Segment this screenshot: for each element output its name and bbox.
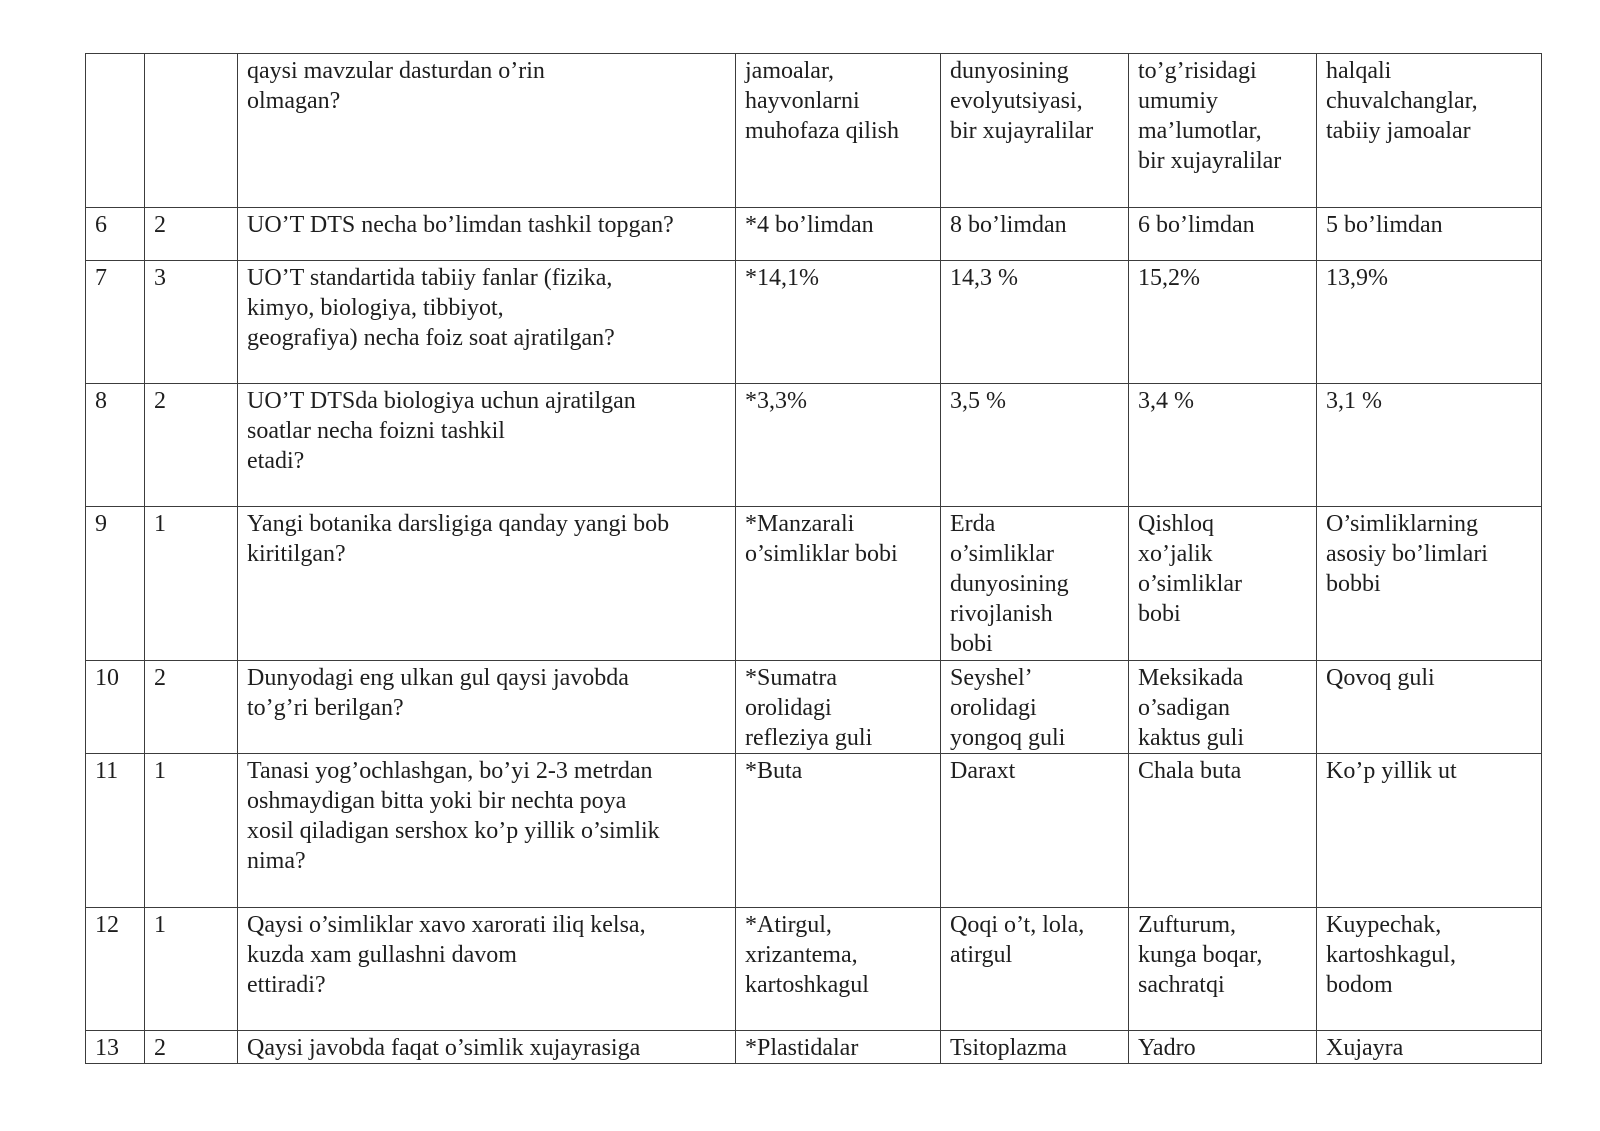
table-row bbox=[86, 261, 1542, 384]
answer-option-b: Daraxt bbox=[941, 754, 1129, 908]
question-text: Dunyodagi eng ulkan gul qaysi javobda to’g’ri berilgan? bbox=[238, 661, 736, 754]
answer-option-c: Yadro bbox=[1129, 1031, 1317, 1064]
difficulty-level: 1 bbox=[145, 754, 238, 908]
table-row bbox=[86, 661, 1542, 754]
difficulty-level: 2 bbox=[145, 208, 238, 261]
question-text: Qaysi o’simliklar xavo xarorati iliq kelsa, kuzda xam gullashni davom ettiradi? bbox=[238, 908, 736, 1031]
question-text: Tanasi yog’ochlashgan, bo’yi 2-3 metrdan oshmaydigan bitta yoki bir nechta poya xosil qiladigan sershox ko’p yillik o’simlik nima? bbox=[238, 754, 736, 908]
question-number: 7 bbox=[86, 261, 145, 384]
table-row bbox=[86, 908, 1542, 1031]
difficulty-level: 1 bbox=[145, 507, 238, 661]
answer-correct: *Manzarali o’simliklar bobi bbox=[736, 507, 941, 661]
answer-option-b: Tsitoplazma bbox=[941, 1031, 1129, 1064]
answer-option-d: Qovoq guli bbox=[1317, 661, 1542, 754]
question-number: 10 bbox=[86, 661, 145, 754]
answer-option-b: Seyshel’ orolidagi yongoq guli bbox=[941, 661, 1129, 754]
question-number: 13 bbox=[86, 1031, 145, 1064]
answer-correct: *Sumatra orolidagi refleziya guli bbox=[736, 661, 941, 754]
answer-option-d: Xujayra bbox=[1317, 1031, 1542, 1064]
answer-correct: *3,3% bbox=[736, 384, 941, 507]
answer-option-d: 5 bo’limdan bbox=[1317, 208, 1542, 261]
question-number: 6 bbox=[86, 208, 145, 261]
table-row bbox=[86, 754, 1542, 908]
answer-option-c: to’g’risidagi umumiy ma’lumotlar, bir xujayralilar bbox=[1129, 54, 1317, 208]
answer-option-b: 3,5 % bbox=[941, 384, 1129, 507]
answer-option-b: dunyosining evolyutsiyasi, bir xujayralilar bbox=[941, 54, 1129, 208]
answer-option-d: halqali chuvalchanglar, tabiiy jamoalar bbox=[1317, 54, 1542, 208]
question-text: Qaysi javobda faqat o’simlik xujayrasiga bbox=[238, 1031, 736, 1064]
question-text: UO’T DTS necha bo’limdan tashkil topgan? bbox=[238, 208, 736, 261]
answer-correct: *Atirgul, xrizantema, kartoshkagul bbox=[736, 908, 941, 1031]
question-text: UO’T standartida tabiiy fanlar (fizika, kimyo, biologiya, tibbiyot, geografiya) necha foiz soat ajratilgan? bbox=[238, 261, 736, 384]
table-row bbox=[86, 54, 1542, 208]
question-number: 12 bbox=[86, 908, 145, 1031]
question-number: 9 bbox=[86, 507, 145, 661]
difficulty-level: 2 bbox=[145, 1031, 238, 1064]
answer-option-c: Chala buta bbox=[1129, 754, 1317, 908]
table-row bbox=[86, 208, 1542, 261]
answer-option-b: 14,3 % bbox=[941, 261, 1129, 384]
question-text: UO’T DTSda biologiya uchun ajratilgan soatlar necha foizni tashkil etadi? bbox=[238, 384, 736, 507]
answer-option-c: 6 bo’limdan bbox=[1129, 208, 1317, 261]
quiz-table bbox=[85, 53, 1542, 1064]
difficulty-level: 2 bbox=[145, 384, 238, 507]
answer-option-d: 13,9% bbox=[1317, 261, 1542, 384]
question-text: qaysi mavzular dasturdan o’rin olmagan? bbox=[238, 54, 736, 208]
answer-option-c: 3,4 % bbox=[1129, 384, 1317, 507]
answer-correct: jamoalar, hayvonlarni muhofaza qilish bbox=[736, 54, 941, 208]
answer-option-d: Kuypechak, kartoshkagul, bodom bbox=[1317, 908, 1542, 1031]
answer-option-b: 8 bo’limdan bbox=[941, 208, 1129, 261]
table-row bbox=[86, 384, 1542, 507]
answer-option-b: Qoqi o’t, lola, atirgul bbox=[941, 908, 1129, 1031]
answer-option-c: Zufturum, kunga boqar, sachratqi bbox=[1129, 908, 1317, 1031]
quiz-table-container bbox=[85, 53, 1542, 1064]
answer-correct: *4 bo’limdan bbox=[736, 208, 941, 261]
answer-option-b: Erda o’simliklar dunyosining rivojlanish bobi bbox=[941, 507, 1129, 661]
answer-option-d: 3,1 % bbox=[1317, 384, 1542, 507]
answer-correct: *Buta bbox=[736, 754, 941, 908]
answer-correct: *14,1% bbox=[736, 261, 941, 384]
answer-option-d: O’simliklarning asosiy bo’limlari bobbi bbox=[1317, 507, 1542, 661]
question-text: Yangi botanika darsligiga qanday yangi bob kiritilgan? bbox=[238, 507, 736, 661]
difficulty-level: 2 bbox=[145, 661, 238, 754]
difficulty-level: 1 bbox=[145, 908, 238, 1031]
difficulty-level bbox=[145, 54, 238, 208]
quiz-table-body bbox=[86, 54, 1542, 1064]
question-number: 11 bbox=[86, 754, 145, 908]
difficulty-level: 3 bbox=[145, 261, 238, 384]
table-row bbox=[86, 507, 1542, 661]
answer-option-c: 15,2% bbox=[1129, 261, 1317, 384]
question-number bbox=[86, 54, 145, 208]
answer-correct: *Plastidalar bbox=[736, 1031, 941, 1064]
answer-option-c: Qishloq xo’jalik o’simliklar bobi bbox=[1129, 507, 1317, 661]
answer-option-d: Ko’p yillik ut bbox=[1317, 754, 1542, 908]
question-number: 8 bbox=[86, 384, 145, 507]
table-row bbox=[86, 1031, 1542, 1064]
answer-option-c: Meksikada o’sadigan kaktus guli bbox=[1129, 661, 1317, 754]
